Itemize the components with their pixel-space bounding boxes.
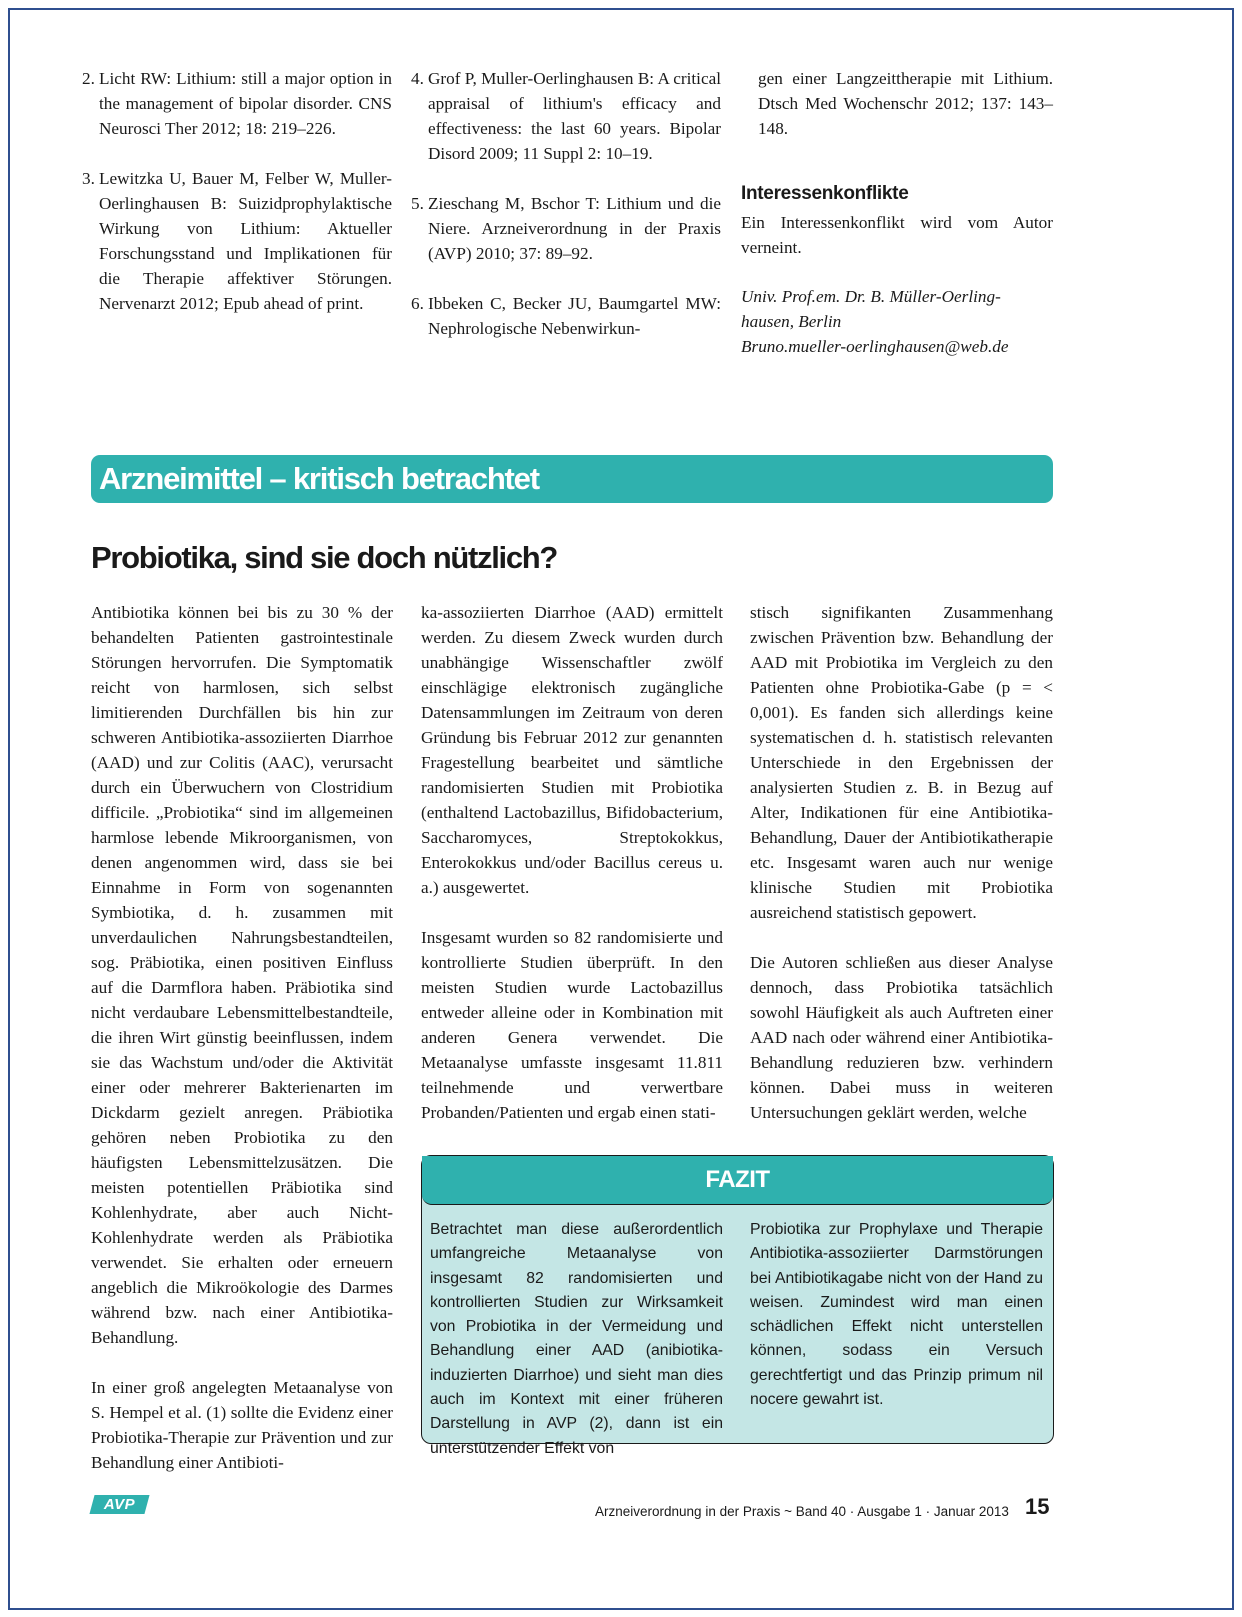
article-title: Probiotika, sind sie doch nützlich? (91, 540, 558, 575)
reference-number: 6. (411, 294, 424, 313)
article-col-2 (421, 600, 723, 1125)
footer-journal: Arzneiverordnung in der Praxis ~ Band 40 · Ausgabe 1 · Januar 2013 (595, 1504, 1009, 1519)
page-number: 15 (1025, 1494, 1050, 1519)
reference-number: 2. (82, 69, 95, 88)
reference-item (82, 166, 392, 316)
reference-continuation: gen einer Langzeittherapie mit Lithium. Dtsch Med Wochenschr 2012; 137: 143–148. (758, 69, 1053, 138)
references-col-1 (82, 66, 392, 341)
page (8, 8, 1234, 1610)
article-paragraph: Insgesamt wurden so 82 randomisierte und kontrollierte Studien überprüft. In den meisten Studien wurde Lactobazillus entweder alleine oder in Kombination mit anderen Genera verwendet. Die Metaanalyse umfasste insgesamt 11.811 teilnehmende und verwertbare Probanden/Patienten und ergab einen stati- (421, 928, 723, 1122)
reference-text: Zieschang M, Bschor T: Lithium und die Niere. Arzneiverordnung in der Praxis (AVP) 2010; 37: 89–92. (428, 194, 721, 263)
references-col-2 (411, 66, 721, 366)
author-email[interactable]: Bruno.mueller-oerlinghausen@web.de (741, 337, 1009, 356)
article-paragraph: In einer groß angelegten Metaanalyse von S. Hempel et al. (1) sollte die Evidenz einer Probiotika-Therapie zur Prävention und zur Behandlung einer Antibioti- (91, 1378, 393, 1472)
reference-number: 5. (411, 194, 424, 213)
article-paragraph: Die Autoren schließen aus dieser Analyse dennoch, dass Probiotika tatsächlich sowohl Häufigkeit als auch Auftreten einer AAD nach oder während einer Antibiotika-Behandlung reduzieren bzw. verhindern können. Dabei muss in weiteren Untersuchungen geklärt werden, welche (750, 953, 1053, 1122)
reference-text: Ibbeken C, Becker JU, Baumgartel MW: Nephrologische Nebenwirkun- (428, 294, 721, 338)
fazit-text-col-1: Betrachtet man diese außerordentlich umfangreiche Metaanalyse von insgesamt 82 randomisierten und kontrollierten Studien zur Wirksamkeit von Probiotika in der Vermeidung und Behandlung einer AAD (anibiotika-induzierten Diarrhoe) und sieht man dies auch im Kontext mit einer früheren Darstellung in AVP (2), dann ist ein unterstützender Effekt von (430, 1221, 723, 1457)
reference-text: Lewitzka U, Bauer M, Felber W, Muller-Oerlinghausen B: Suizidprophylaktische Wirkung von Lithium: Aktueller Forschungsstand und Implikationen für die Therapie affektiver Störungen. Nervenarzt 2012; Epub ahead of print. (99, 169, 392, 313)
article-col-1 (91, 600, 393, 1475)
fazit-header (422, 1156, 1053, 1205)
article-paragraph: ka-assoziierten Diarrhoe (AAD) ermittelt werden. Zu diesem Zweck wurden durch unabhängige Wissenschaftler zwölf einschlägige elektronisch zugängliche Datensammlungen im Zeitraum von deren Gründung bis Februar 2012 zur genannten Fragestellung bearbeitet und sämtliche randomisierten Studien mit Probiotika (enthaltend Lactobazillus, Bifidobacterium, Saccharomyces, Streptokokkus, Enterokokkus und/oder Bacillus cereus u. a.) ausgewertet. (421, 603, 723, 897)
references-col-3 (741, 66, 1053, 359)
fazit-text-col-2: Probiotika zur Prophylaxe und Therapie Antibiotika-assoziierter Darmstörungen bei Antibiotikagabe nicht von der Hand zu weisen. Zumindest wird man einen schädlichen Effekt nicht unterstellen können, sodass ein Versuch gerechtfertigt und das Prinzip primum nil nocere gewahrt ist. (750, 1221, 1043, 1409)
article-paragraph: Antibiotika können bei bis zu 30 % der behandelten Patienten gastrointestinale Störungen hervorrufen. Die Symptomatik reicht von harmlosen, sich selbst limitierenden Durchfällen bis hin zur schweren Antibiotika-assoziierten Diarrhoe (AAD) und zur Colitis (AAC), verursacht durch ein Überwuchern von Clostridium difficile. „Probiotika“ sind im allgemeinen harmlose lebende Mikroorganismen, von denen angenommen wird, dass sie bei Einnahme in Form von sogenannten Symbiotika, d. h. zusammen mit unverdaulichen Nahrungsbestandteilen, sog. Präbiotika, einen positiven Einfluss auf die Darmflora haben. Präbiotika sind nicht verdaubare Lebensmittelbestandteile, die ihren Wirt günstig beeinflussen, indem sie das Wachstum und/oder die Aktivität einer oder mehrerer Bakterienarten im Dickdarm gezielt anregen. Präbiotika gehören neben Probiotika zu den häufigsten Lebensmittelzusätzen. Die meisten potentiellen Präbiotika sind Kohlenhydrate, aber auch Nicht-Kohlenhydrate werden als Präbiotika verwendet. Sie erhalten oder erneuern angeblich die Mikroökologie des Darmes während bzw. nach einer Antibiotika-Behandlung. (91, 603, 393, 1347)
conflict-text: Ein Interessenkonflikt wird vom Autor verneint. (741, 213, 1053, 257)
conflict-heading: Interessenkonflikte (741, 183, 909, 204)
fazit-heading: FAZIT (705, 1166, 770, 1193)
author-name: Univ. Prof.em. Dr. B. Müller-Oerling- (741, 287, 1001, 306)
section-banner (91, 455, 1053, 503)
reference-item (82, 66, 392, 141)
reference-item (411, 66, 721, 166)
avp-logo-text: AVP (103, 1496, 136, 1513)
section-banner-label: Arzneimittel – kritisch betrachtet (99, 461, 539, 496)
reference-item (411, 291, 721, 341)
reference-text: Licht RW: Lithium: still a major option in the management of bipolar disorder. CNS Neurosci Ther 2012; 18: 219–226. (99, 69, 392, 138)
article-col-3 (750, 600, 1053, 1125)
fazit-box (421, 1155, 1054, 1457)
reference-text: Grof P, Muller-Oerlinghausen B: A critical appraisal of lithium's efficacy and effectiveness: the last 60 years. Bipolar Disord 2009; 11 Suppl 2: 10–19. (428, 69, 721, 163)
avp-logo (89, 1495, 149, 1514)
reference-number: 3. (82, 169, 95, 188)
author-location: hausen, Berlin (741, 312, 842, 331)
article-paragraph: stisch signifikanten Zusammenhang zwischen Prävention bzw. Behandlung der AAD mit Probiotika im Vergleich zu den Patienten ohne Probiotika-Gabe (p = < 0,001). Es fanden sich allerdings keine systematischen d. h. statistisch relevanten Unterschiede in den Ergebnissen der analysierten Studien z. B. in Bezug auf Alter, Indikationen für eine Antibiotika-Behandlung, Dauer der Antibiotikatherapie etc. Insgesamt waren auch nur wenige klinische Studien mit Probiotika ausreichend statistisch gepowert. (750, 603, 1053, 922)
reference-item (411, 191, 721, 266)
reference-number: 4. (411, 69, 424, 88)
